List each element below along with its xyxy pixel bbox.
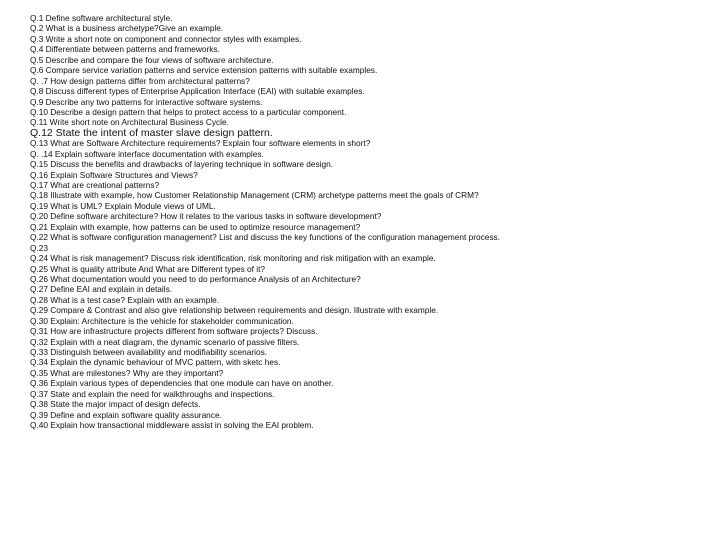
question-list <box>30 13 710 431</box>
question-item: Q.31 How are infrastructure projects different from software projects? Discuss. <box>30 326 318 337</box>
question-item: Q.4 Differentiate between patterns and frameworks. <box>30 44 220 55</box>
question-item: Q.13 What are Software Architecture requirements? Explain four software elements in short? <box>30 138 371 149</box>
question-item: Q.5 Describe and compare the four views of software architecture. <box>30 54 274 65</box>
question-item: Q.3 Write a short note on component and connector styles with examples. <box>30 33 302 44</box>
question-item: Q.19 What is UML? Explain Module views of UML. <box>30 200 216 211</box>
document-page <box>30 13 710 431</box>
question-item: Q. .7 How design patterns differ from architectural patterns? <box>30 75 250 86</box>
question-item: Q.6 Compare service variation patterns and service extension patterns with suitable examples. <box>30 65 378 76</box>
question-item: Q.24 What is risk management? Discuss risk identification, risk monitoring and risk mitigation with an example. <box>30 253 436 264</box>
question-item: Q.20 Define software architecture? How it relates to the various tasks in software development? <box>30 211 382 222</box>
question-item: Q.25 What is quality attribute And What are Different types of it? <box>30 263 266 274</box>
question-item: Q. .14 Explain software interface documentation with examples. <box>30 148 264 159</box>
question-item: Q.8 Discuss different types of Enterprise Application Interface (EAI) with suitable examples. <box>30 86 365 97</box>
question-item: Q.21 Explain with example, how patterns can be used to optimize resource management? <box>30 221 361 232</box>
question-item: Q.9 Describe any two patterns for interactive software systems. <box>30 96 263 107</box>
question-item: Q.30 Explain: Architecture is the vehicle for stakeholder communication. <box>30 315 294 326</box>
question-item: Q.1 Define software architectural style. <box>30 13 173 23</box>
question-item: Q.16 Explain Software Structures and Views? <box>30 169 198 180</box>
question-item: Q.35 What are milestones? Why are they important? <box>30 367 224 378</box>
question-item: Q.40 Explain how transactional middleware assist in solving the EAI problem. <box>30 420 314 431</box>
question-item: Q.34 Explain the dynamic behaviour of MVC pattern, with sketc hes. <box>30 357 281 368</box>
question-item: Q.32 Explain with a neat diagram, the dynamic scenario of passive filters. <box>30 336 300 347</box>
question-item: Q.28 What is a test case? Explain with an example. <box>30 294 220 305</box>
question-item: Q.12 State the intent of master slave design pattern. <box>30 127 273 139</box>
question-item: Q.15 Discuss the benefits and drawbacks of layering technique in software design. <box>30 159 334 170</box>
question-item: Q.37 State and explain the need for walkthroughs and inspections. <box>30 388 275 399</box>
question-item: Q.27 Define EAI and explain in details. <box>30 284 173 295</box>
question-item: Q.11 Write short note on Architectural Business Cycle. <box>30 117 229 128</box>
question-item: Q.17 What are creational patterns? <box>30 180 160 190</box>
question-item: Q.39 Define and explain software quality assurance. <box>30 409 222 420</box>
question-item: Q.33 Distinguish between availability and modifiability scenarios. <box>30 347 268 357</box>
question-item: Q.26 What documentation would you need to do performance Analysis of an Architecture? <box>30 273 361 284</box>
question-item: Q.38 State the major impact of design defects. <box>30 399 201 410</box>
question-item: Q.2 What is a business archetype?Give an example. <box>30 23 224 34</box>
question-item: Q.10 Describe a design pattern that helps to protect access to a particular component. <box>30 106 347 117</box>
question-item: Q.29 Compare & Contrast and also give relationship between requirements and design. Illustrate with example. <box>30 305 439 316</box>
question-item: Q.36 Explain various types of dependencies that one module can have on another. <box>30 378 334 389</box>
question-item: Q.22 What is software configuration management? List and discuss the key functions of the configuration management process. <box>30 232 500 243</box>
question-item: Q.18 Illustrate with example, how Customer Relationship Management (CRM) archetype patterns meet the goals of CRM? <box>30 190 479 201</box>
question-item: Q.23 <box>30 242 48 253</box>
